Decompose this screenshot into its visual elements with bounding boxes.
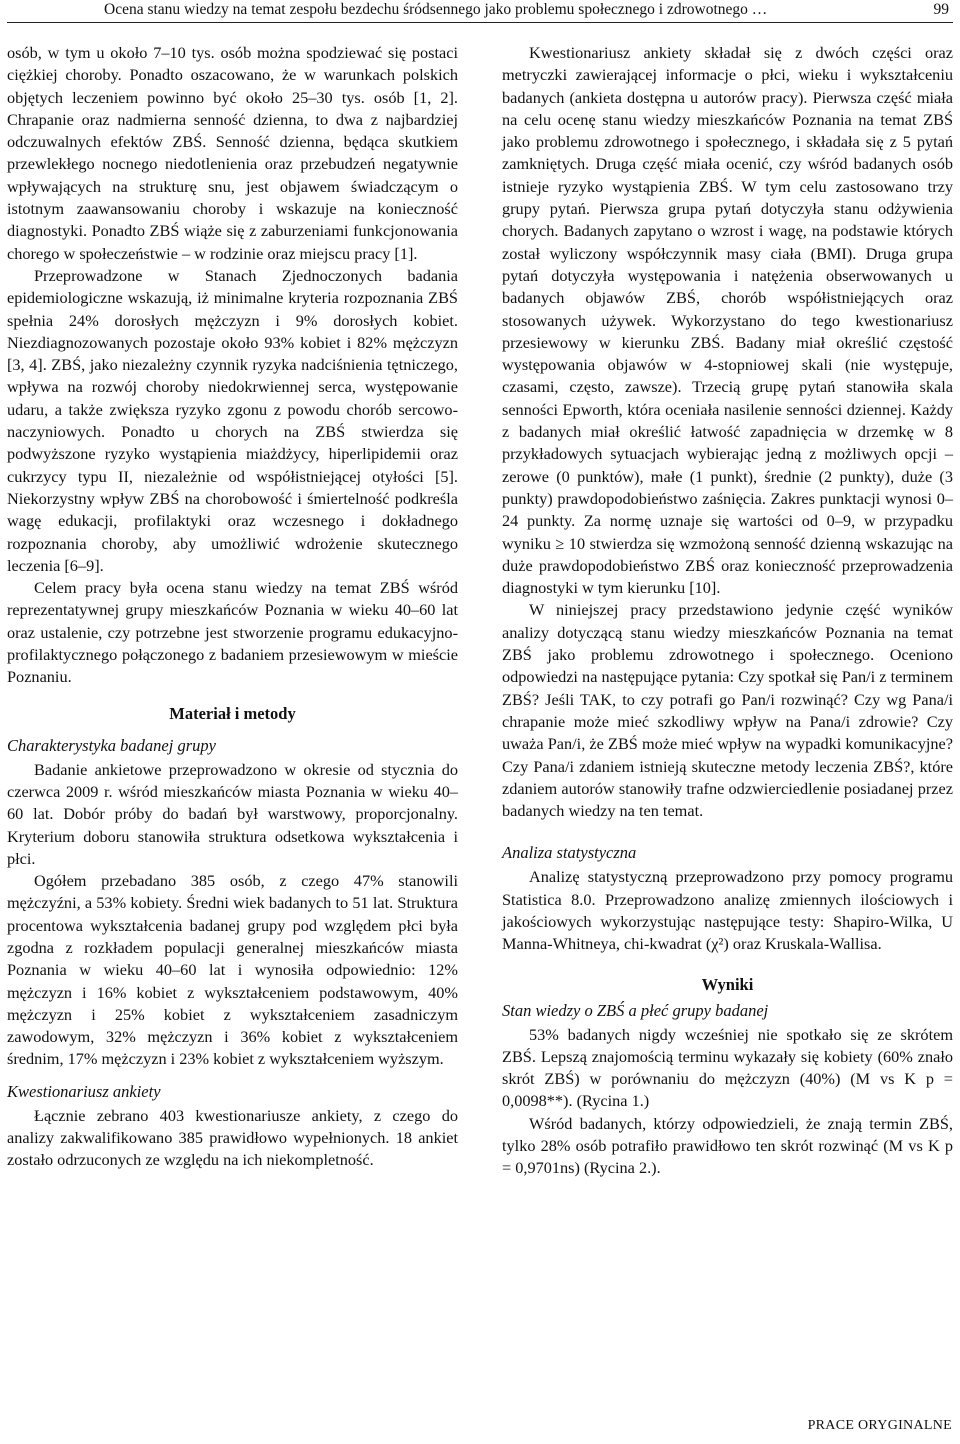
paragraph: 53% badanych nigdy wcześniej nie spotkało się ze skrótem ZBŚ. Lepszą znajomością terminu wykazały się kobiety (60% znało skrót ZBŚ) w porównaniu do mężczyzn (40%) (M vs K p = 0,0098**). (Rycina 1.) (502, 1024, 953, 1111)
paragraph: Analizę statystyczną przeprowadzono przy pomocy programu Statistica 8.0. Przeprowadzono analizę zmiennych ilościowych i jakościowych wykorzystując następujące testy: Shapiro-Wilka, U Manna-Whitneya, chi-kwadrat (χ²) oraz Kruskala-Wallisa. (502, 867, 953, 954)
subsection-heading-results: Stan wiedzy o ZBŚ a płeć grupy badanej (502, 1000, 769, 1020)
running-header (7, 0, 953, 23)
paragraph: Łącznie zebrano 403 kwestionariusze ankiety, z czego do analizy zakwalifikowano 385 prawidłowo wypełnionych. 18 ankiet zostało odrzuconych ze względu na ich niekompletność. (7, 1105, 458, 1170)
right-column (502, 42, 953, 1180)
paragraph: Kwestionariusz ankiety składał się z dwóch części oraz metryczki zawierającej informacje o płci, wieku i wykształceniu badanych (ankieta dostępna u autorów pracy). Pierwsza część miała na celu ocenę stanu wiedzy mieszkańców Poznania na temat ZBŚ jako problemu zdrowotnego i społecznego, i składała się z 5 pytań zamkniętych. Druga część miała ocenić, czy wśród badanych osób istnieje ryzyko wystąpienia ZBŚ. W tym celu zastosowano trzy grupy pytań. Pierwsza grupa pytań dotyczyła stanu odżywienia chorych. Badanych zapytano o wzrost i wagę, na podstawie których został wyliczony współczynnik masy ciała (BMI). Druga grupa pytań dotyczyła występowania i natężenia obserwowanych u badanych objawów ZBŚ, chorób współistniejących oraz stosowanych używek. Wykorzystano do tego kwestionariusz przesiewowy w kierunku ZBŚ. Badany miał określić częstość występowania objawów w 4-stopniowej skali (nie występuje, czasami, często, zawsze). Trzecią grupę pytań stanowiła skala senności Epworth, która oceniała nasilenie senności dziennej. Każdy z badanych miał określić łatwość zapadnięcia w drzemkę w 8 przykładowych sytuacjach wybierając jedną z możliwych opcji – zerowe (0 punktów), małe (1 punkt), średnie (2 punkty), duże (3 punkty) prawdopodobieństwo zaśnięcia. Zakres punktacji wynosi 0–24 punkty. Za normę uznaje się wartości od 0–9, w przypadku wyniku ≥ 10 stwierdza się wzmożoną senność dzienną wskazując na duże prawdopodobieństwo ZBŚ oraz konieczność przeprowadzenia diagnostyki w tym kierunku [10]. (502, 43, 953, 598)
section-footer-label: PRACE ORYGINALNE (807, 1418, 952, 1433)
paragraph: osób, w tym u około 7–10 tys. osób można spodziewać się postaci ciężkiej choroby. Ponadto oszacowano, że w warunkach polskich objętych leczeniem powinno być około 25–30 tys. osób [1, 2]. Chrapanie oraz nadmierna senność dzienna, to dwa z najbardziej odczuwalnych efektów ZBŚ. Senność dzienna, będąca skutkiem przewlekłego nocnego niedotlenienia oraz przebudzeń negatywnie wpływających na strukturę snu, jest objawem świadczącym o istotnym zaawansowaniu choroby i wskazuje na konieczność diagnostyki. Ponadto ZBŚ wiąże się z zaburzeniami funkcjonowania chorego w społeczeństwie – w rodzinie oraz miejscu pracy [1]. (7, 43, 458, 263)
section-heading-methods: Materiał i metody (169, 703, 296, 723)
paragraph: W niniejszej pracy przedstawiono jedynie część wyników analizy dotyczącą stanu wiedzy mieszkańców Poznania na temat ZBŚ jako problemu zdrowotnego i społecznego. Oceniono odpowiedzi na następujące pytania: Czy spotkał się Pan/i z terminem ZBŚ? Jeśli TAK, to czy potrafi go Pan/i rozwinąć? Czy wg Pana/i chrapanie może mieć szkodliwy wpływ na Pana/i zdrowie? Czy uważa Pan/i, że ZBŚ może mieć wpływ na wypadki komunikacyjne? Czy Pana/i zdaniem istnieją skuteczne metody leczenia ZBŚ?, które zdaniem autorów stanowiły trafne odzwierciedlenie posiadanej przez badanych wiedzy na ten temat. (502, 600, 953, 821)
running-header-title: Ocena stanu wiedzy na temat zespołu bezdechu śródsennego jako problemu społecznego i zdrowotnego … (104, 1, 768, 18)
left-column (7, 42, 458, 1172)
page-number: 99 (933, 1, 949, 18)
paragraph: Celem pracy była ocena stanu wiedzy na temat ZBŚ wśród reprezentatywnej grupy mieszkańców Poznania w wieku 40–60 lat oraz ustalenie, czy potrzebne jest stworzenie programu edukacyjno-profilaktycznego połączonego z badaniem przesiewowym w mieście Poznaniu. (7, 578, 458, 687)
subsection-heading-group: Charakterystyka badanej grupy (7, 735, 216, 755)
paragraph: Ogółem przebadano 385 osób, z czego 47% stanowili mężczyźni, a 53% kobiety. Średni wiek badanych to 51 lat. Struktura procentowa wykształcenia badanej grupy pod względem płci była zgodna z rozkładem populacji generalnej mieszkańców miasta Poznania w wieku 40–60 lat i wynosiła odpowiednio: 12% mężczyzn i 16% kobiet z wykształceniem podstawowym, 40% mężczyzn i 25% kobiet z wykształceniem zasadniczym zawodowym, 32% mężczyzn i 36% kobiet z wykształceniem średnim, 17% mężczyzn i 23% kobiet z wykształceniem wyższym. (7, 871, 458, 1069)
paragraph: Przeprowadzone w Stanach Zjednoczonych badania epidemiologiczne wskazują, iż minimalne kryteria rozpoznania ZBŚ spełnia 24% dorosłych mężczyzn i 9% dorosłych kobiet. Niezdiagnozowanych pozostaje około 93% kobiet i 82% mężczyzn [3, 4]. ZBŚ, jako niezależny czynnik ryzyka nadciśnienia tętniczego, wpływa na rozwój choroby niedokrwiennej serca, występowanie udaru, a także zwiększa ryzyko zgonu z powodu chorób sercowo-naczyniowych. Ponadto u chorych na ZBŚ stwierdza się podwyższone ryzyko wystąpienia miażdżycy, hiperlipidemii oraz cukrzycy typu II, niezależnie od współistniejącej otyłości [5]. Niekorzystny wpływ ZBŚ na chorobowość i śmiertelność podkreśla wagę edukacji, profilaktyki oraz wczesnego i dokładnego rozpoznania choroby, aby umożliwić wdrożenie skutecznego leczenia [6–9]. (7, 265, 458, 575)
paragraph: Wśród badanych, którzy odpowiedzieli, że znają termin ZBŚ, tylko 28% osób potrafiło prawidłowo ten skrót rozwinąć (M vs K p = 0,9701ns) (Rycina 2.). (502, 1113, 953, 1178)
subsection-heading-questionnaire: Kwestionariusz ankiety (7, 1081, 161, 1101)
subsection-heading-stats: Analiza statystyczna (502, 843, 637, 863)
section-heading-results: Wyniki (701, 974, 754, 994)
paragraph: Badanie ankietowe przeprowadzono w okresie od stycznia do czerwca 2009 r. wśród mieszkańców miasta Poznania w wieku 40–60 lat. Dobór próby do badań był warstwowy, proporcjonalny. Kryterium doboru stanowiła struktura odsetkowa wykształcenia i płci. (7, 759, 458, 868)
